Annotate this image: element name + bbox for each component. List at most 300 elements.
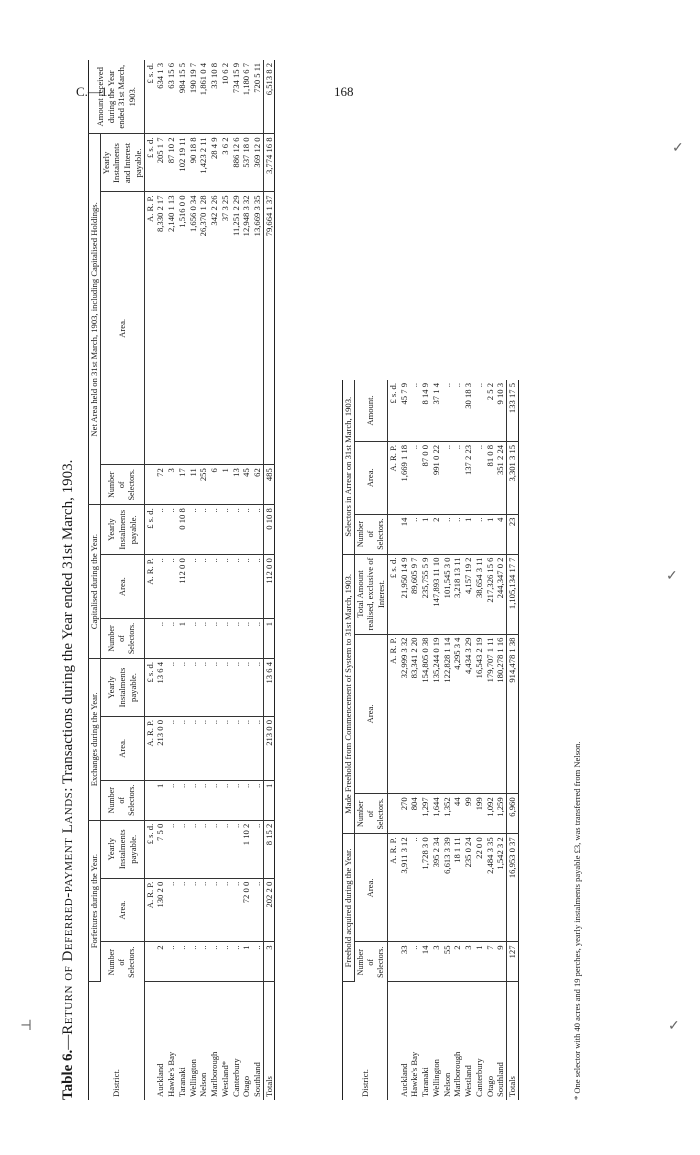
table-row <box>231 60 242 1100</box>
value-cell: 21,950 14 9 <box>399 554 410 634</box>
col-header: Number of Selectors. <box>100 780 144 820</box>
district-cell: Westland <box>463 1065 474 1097</box>
scan-mark: ⊣ <box>20 1019 33 1034</box>
value-cell: .. <box>252 619 263 659</box>
table-row <box>485 380 496 1100</box>
value-cell: .. <box>166 619 177 659</box>
page-reference: C.—1. <box>76 84 111 99</box>
col-header: Area. <box>100 717 144 781</box>
value-cell: 87 10 2 <box>166 134 177 192</box>
district-cell: Westland* <box>219 1060 230 1097</box>
value-cell: .. <box>166 942 177 982</box>
district-cell: Totals <box>263 982 275 1100</box>
value-cell: .. <box>474 514 485 554</box>
col-header: Area. <box>100 878 144 942</box>
col-header: Yearly Instalments payable. <box>100 659 144 717</box>
value-cell: .. <box>409 834 420 942</box>
value-cell: .. <box>231 820 242 878</box>
value-cell: 2 <box>431 514 442 554</box>
value-cell: 72 <box>155 465 166 505</box>
district-cell: Taranaki <box>176 1067 187 1097</box>
value-cell: .. <box>220 717 231 781</box>
value-cell: 6 <box>209 465 220 505</box>
value-cell: .. <box>252 717 263 781</box>
value-cell: .. <box>474 380 485 441</box>
col-header: Total Amount realised, exclusive of Interest. <box>354 554 387 634</box>
value-cell: 99 <box>463 794 474 834</box>
unit-label: A. R. P. <box>144 878 155 942</box>
amount-cell: 10 6 2 <box>220 60 231 134</box>
value-cell: .. <box>198 505 209 555</box>
table-row <box>452 380 463 1100</box>
table-row <box>399 380 410 1100</box>
district-cell: Auckland <box>398 1063 409 1097</box>
value-cell: 2 5 2 <box>485 380 496 441</box>
value-cell: 4,434 3 29 <box>463 634 474 794</box>
amount-cell: 734 15 9 <box>231 60 242 134</box>
table-row <box>220 60 231 1100</box>
unit-label: A. R. P. <box>144 717 155 781</box>
group-header: Amount received during the Year ended 31st March, 1903. <box>89 60 145 134</box>
value-cell: 537 18 0 <box>241 134 252 192</box>
value-cell: 1,644 <box>431 794 442 834</box>
value-cell: .. <box>188 717 199 781</box>
value-cell: .. <box>452 441 463 514</box>
value-cell: 14 <box>420 942 431 982</box>
value-cell: 13 <box>231 465 242 505</box>
value-cell: 2,484 3 35 <box>485 834 496 942</box>
value-cell: 23 <box>507 514 519 554</box>
value-cell: .. <box>188 505 199 555</box>
table-row <box>420 380 431 1100</box>
value-cell: 11,251 2 29 <box>231 192 242 465</box>
value-cell: 3 <box>263 942 275 982</box>
value-cell: 1 <box>263 780 275 820</box>
value-cell: .. <box>177 942 188 982</box>
value-cell: 101,545 3 0 <box>442 554 453 634</box>
value-cell: 1,297 <box>420 794 431 834</box>
value-cell: .. <box>188 780 199 820</box>
value-cell: .. <box>252 505 263 555</box>
rotated-page-content <box>60 60 620 1100</box>
district-cell: Taranaki <box>420 1067 431 1097</box>
district-cell: Wellington <box>187 1059 198 1097</box>
district-cell: Nelson <box>441 1072 452 1097</box>
value-cell: 28 4 9 <box>209 134 220 192</box>
value-cell: 45 7 9 <box>399 380 410 441</box>
value-cell: 202 2 0 <box>263 878 275 942</box>
value-cell: 112 0 0 <box>263 555 275 619</box>
value-cell: 213 0 0 <box>263 717 275 781</box>
amount-cell: 634 1 3 <box>155 60 166 134</box>
value-cell: .. <box>241 659 252 717</box>
value-cell: 13 6 4 <box>263 659 275 717</box>
table-row <box>177 60 188 1100</box>
group-header: Made Freehold from Commencement of System to 31st March, 1903. <box>343 554 355 834</box>
amount-cell: 984 15 5 <box>177 60 188 134</box>
table-row <box>431 380 442 1100</box>
value-cell: .. <box>177 820 188 878</box>
value-cell: .. <box>209 555 220 619</box>
table-number: Table 6. <box>60 1049 76 1100</box>
value-cell: 122,828 1 14 <box>442 634 453 794</box>
value-cell: 270 <box>399 794 410 834</box>
value-cell: 351 2 24 <box>495 441 506 514</box>
page-number: 168 <box>334 84 354 99</box>
value-cell: 1 <box>420 514 431 554</box>
value-cell: 17 <box>177 465 188 505</box>
value-cell: 213 0 0 <box>155 717 166 781</box>
value-cell: 3 <box>463 942 474 982</box>
value-cell: .. <box>252 820 263 878</box>
value-cell: .. <box>231 717 242 781</box>
table-row <box>209 60 220 1100</box>
value-cell: 81 0 8 <box>485 441 496 514</box>
value-cell: 1,092 <box>485 794 496 834</box>
value-cell: .. <box>452 514 463 554</box>
value-cell: 2,140 1 13 <box>166 192 177 465</box>
value-cell: .. <box>177 717 188 781</box>
table-body <box>399 380 519 1100</box>
value-cell: .. <box>177 659 188 717</box>
footnote: * One selector with 40 acres and 19 perches, yearly instalments payable £3, was transferred from Nelson. <box>572 741 582 1100</box>
col-header: Area. <box>354 441 387 514</box>
value-cell: .. <box>241 555 252 619</box>
value-cell: .. <box>155 555 166 619</box>
value-cell: 4,295 3 4 <box>452 634 463 794</box>
value-cell: .. <box>198 780 209 820</box>
value-cell: 4,157 19 2 <box>463 554 474 634</box>
value-cell: .. <box>198 619 209 659</box>
value-cell: .. <box>220 820 231 878</box>
col-header: Yearly Instalments and Interest payable. <box>100 134 144 192</box>
value-cell: 1,542 3 2 <box>495 834 506 942</box>
group-header: Exchanges during the Year. <box>89 659 101 821</box>
value-cell: .. <box>188 659 199 717</box>
value-cell: .. <box>231 878 242 942</box>
district-cell: Southland <box>252 1062 263 1097</box>
value-cell: .. <box>220 878 231 942</box>
freehold-arrears-table <box>342 380 519 1100</box>
unit-label: £ s. d. <box>144 505 155 555</box>
value-cell: 244,347 0 2 <box>495 554 506 634</box>
totals-row <box>507 380 519 1100</box>
value-cell: .. <box>209 717 220 781</box>
value-cell: .. <box>198 555 209 619</box>
value-cell: 1 <box>155 780 166 820</box>
scan-mark: ✓ <box>668 1019 680 1034</box>
value-cell: 886 12 6 <box>231 134 242 192</box>
value-cell: .. <box>231 942 242 982</box>
value-cell: .. <box>209 820 220 878</box>
col-header: Number of Selectors. <box>100 942 144 982</box>
district-cell: Canterbury <box>230 1058 241 1097</box>
district-header: District. <box>343 982 388 1100</box>
value-cell: .. <box>177 780 188 820</box>
value-cell: 11 <box>188 465 199 505</box>
value-cell: .. <box>241 780 252 820</box>
value-cell: 369 12 0 <box>252 134 263 192</box>
district-cell: Otago <box>241 1075 252 1097</box>
scan-mark: ✓ <box>672 141 684 156</box>
value-cell: .. <box>166 659 177 717</box>
value-cell: .. <box>220 659 231 717</box>
value-cell: 6,613 3 39 <box>442 834 453 942</box>
district-cell: Canterbury <box>473 1058 484 1097</box>
value-cell: 130 2 0 <box>155 878 166 942</box>
table-title <box>60 60 77 1100</box>
value-cell: 3,301 3 15 <box>507 441 519 514</box>
value-cell: 6,960 <box>507 794 519 834</box>
value-cell: .. <box>220 505 231 555</box>
table-row <box>474 380 485 1100</box>
value-cell: 1,728 3 0 <box>420 834 431 942</box>
col-header: Yearly Instalments payable. <box>100 505 144 555</box>
value-cell: 3,911 3 12 <box>399 834 410 942</box>
value-cell: .. <box>409 514 420 554</box>
value-cell: 133 17 5 <box>507 380 519 441</box>
value-cell: 235,755 5 9 <box>420 554 431 634</box>
value-cell: 90 18 8 <box>188 134 199 192</box>
value-cell: 1,105,134 17 7 <box>507 554 519 634</box>
value-cell: 4 <box>495 514 506 554</box>
district-cell: Hawke's Bay <box>166 1051 177 1097</box>
unit-label: A. R. P. <box>387 634 398 794</box>
value-cell: 180,278 1 16 <box>495 634 506 794</box>
value-cell: 1 <box>220 465 231 505</box>
col-header: Number of Selectors. <box>354 514 387 554</box>
value-cell: .. <box>209 659 220 717</box>
group-header: Forfeitures during the Year. <box>89 820 101 982</box>
value-cell: .. <box>209 505 220 555</box>
forfeitures-exchanges-table <box>88 60 275 1100</box>
value-cell: 16,543 2 19 <box>474 634 485 794</box>
value-cell: .. <box>166 505 177 555</box>
value-cell: 16,953 0 37 <box>507 834 519 942</box>
value-cell: .. <box>198 942 209 982</box>
value-cell: 485 <box>263 465 275 505</box>
value-cell: .. <box>198 717 209 781</box>
title-rest: : Transactions during the Year ended 31st March, 1903. <box>60 459 76 792</box>
value-cell: .. <box>241 717 252 781</box>
value-cell: .. <box>155 505 166 555</box>
value-cell: 26,370 1 28 <box>198 192 209 465</box>
value-cell: 8 15 2 <box>263 820 275 878</box>
value-cell: 147,893 11 10 <box>431 554 442 634</box>
value-cell: .. <box>209 780 220 820</box>
value-cell: .. <box>442 380 453 441</box>
value-cell: 9 10 3 <box>495 380 506 441</box>
value-cell: .. <box>442 441 453 514</box>
value-cell: .. <box>188 942 199 982</box>
unit-label: £ s. d. <box>387 554 398 634</box>
scan-mark: ✓ <box>666 569 678 584</box>
unit-label: £ s. d. <box>144 659 155 717</box>
amount-cell: 1,861 0 4 <box>198 60 209 134</box>
value-cell: 0 10 8 <box>263 505 275 555</box>
value-cell: 55 <box>442 942 453 982</box>
amount-cell: 63 15 6 <box>166 60 177 134</box>
value-cell: .. <box>409 942 420 982</box>
table-row <box>155 60 166 1100</box>
value-cell: .. <box>231 555 242 619</box>
value-cell: .. <box>188 619 199 659</box>
value-cell: 1 10 2 <box>241 820 252 878</box>
value-cell: 8 14 9 <box>420 380 431 441</box>
district-cell: Nelson <box>198 1072 209 1097</box>
value-cell: .. <box>252 659 263 717</box>
value-cell: .. <box>252 780 263 820</box>
value-cell: .. <box>474 441 485 514</box>
value-cell: 112 0 0 <box>177 555 188 619</box>
value-cell: 3 <box>166 465 177 505</box>
value-cell: 45 <box>241 465 252 505</box>
unit-label: A. R. P. <box>144 192 155 465</box>
value-cell: .. <box>241 619 252 659</box>
value-cell: 37 1 4 <box>431 380 442 441</box>
value-cell: 1,423 2 11 <box>198 134 209 192</box>
value-cell: .. <box>241 505 252 555</box>
value-cell: 44 <box>452 794 463 834</box>
amount-cell: 1,180 6 7 <box>241 60 252 134</box>
table-row <box>252 60 263 1100</box>
table-row <box>166 60 177 1100</box>
value-cell: 79,664 1 37 <box>263 192 275 465</box>
value-cell: 72 0 0 <box>241 878 252 942</box>
value-cell: 33 <box>399 942 410 982</box>
value-cell: 395 2 34 <box>431 834 442 942</box>
value-cell: 18 1 11 <box>452 834 463 942</box>
col-header: Area. <box>354 634 387 794</box>
value-cell: 137 2 23 <box>463 441 474 514</box>
value-cell: .. <box>231 505 242 555</box>
value-cell: 9 <box>495 942 506 982</box>
district-cell: Otago <box>484 1075 495 1097</box>
value-cell: 87 0 0 <box>420 441 431 514</box>
value-cell: .. <box>188 878 199 942</box>
value-cell: .. <box>220 555 231 619</box>
value-cell: .. <box>452 380 463 441</box>
unit-label: £ s. d. <box>144 820 155 878</box>
value-cell: 135,244 0 19 <box>431 634 442 794</box>
value-cell: 1,669 1 18 <box>399 441 410 514</box>
col-header: Amount. <box>354 380 387 441</box>
value-cell: 8,330 2 17 <box>155 192 166 465</box>
district-cell: Hawke's Bay <box>409 1051 420 1097</box>
value-cell: .. <box>177 878 188 942</box>
value-cell: .. <box>442 514 453 554</box>
value-cell: .. <box>252 555 263 619</box>
unit-label: £ s. d. <box>144 60 155 134</box>
table-row <box>188 60 199 1100</box>
district-cell: Marlborough <box>209 1051 220 1097</box>
value-cell: .. <box>198 820 209 878</box>
value-cell: .. <box>252 878 263 942</box>
col-header: Number of Selectors. <box>100 619 144 659</box>
title-smallcaps: Return of Deferred-payment Lands <box>60 791 76 1035</box>
value-cell: 217,326 15 6 <box>485 554 496 634</box>
value-cell: 37 3 25 <box>220 192 231 465</box>
amount-cell: 190 19 7 <box>188 60 199 134</box>
unit-label: A. R. P. <box>144 555 155 619</box>
value-cell: 1,516 0 0 <box>177 192 188 465</box>
value-cell: 13 6 4 <box>155 659 166 717</box>
value-cell: .. <box>198 878 209 942</box>
group-header: Capitalised during the Year. <box>89 505 101 659</box>
district-cell: Southland <box>495 1062 506 1097</box>
value-cell: 14 <box>399 514 410 554</box>
value-cell: .. <box>409 441 420 514</box>
value-cell: .. <box>231 659 242 717</box>
unit-label: A. R. P. <box>387 834 398 942</box>
value-cell: .. <box>166 878 177 942</box>
value-cell: 7 5 0 <box>155 820 166 878</box>
value-cell: .. <box>166 780 177 820</box>
col-header: Yearly Instalments payable. <box>100 820 144 878</box>
group-header: Selectors in Arrear on 31st March, 1903. <box>343 380 355 554</box>
district-cell: Wellington <box>430 1059 441 1097</box>
value-cell: 1 <box>177 619 188 659</box>
table-row <box>442 380 453 1100</box>
table-row <box>409 380 420 1100</box>
col-header: Area. <box>100 555 144 619</box>
table-row <box>463 380 474 1100</box>
value-cell: 1 <box>474 942 485 982</box>
col-header: Number of Selectors. <box>354 794 387 834</box>
table-row <box>198 60 209 1100</box>
col-header: Area. <box>100 192 144 465</box>
group-header: Net Area held on 31st March, 1903, including Capitalised Holdings. <box>89 134 101 505</box>
col-header: Number of Selectors. <box>100 465 144 505</box>
value-cell: 1 <box>241 942 252 982</box>
value-cell: 804 <box>409 794 420 834</box>
value-cell: 991 0 22 <box>431 441 442 514</box>
value-cell: 62 <box>252 465 263 505</box>
district-cell: Auckland <box>155 1063 166 1097</box>
value-cell: 3,218 13 11 <box>452 554 463 634</box>
value-cell: 38,654 3 11 <box>474 554 485 634</box>
value-cell: 22 0 0 <box>474 834 485 942</box>
value-cell: 7 <box>485 942 496 982</box>
value-cell: 3 <box>431 942 442 982</box>
value-cell: 13,669 3 35 <box>252 192 263 465</box>
district-cell: Totals <box>507 982 519 1100</box>
amount-cell: 6,513 8 2 <box>263 60 275 134</box>
value-cell: 127 <box>507 942 519 982</box>
value-cell: 179,707 1 11 <box>485 634 496 794</box>
totals-row <box>263 60 275 1100</box>
value-cell: 199 <box>474 794 485 834</box>
value-cell: 1 <box>485 514 496 554</box>
unit-label: £ s. d. <box>387 380 398 441</box>
value-cell: .. <box>252 942 263 982</box>
value-cell: 102 19 11 <box>177 134 188 192</box>
col-header: Number of Selectors. <box>354 942 387 982</box>
value-cell: .. <box>409 380 420 441</box>
table-row <box>495 380 506 1100</box>
value-cell: 3 6 2 <box>220 134 231 192</box>
value-cell: 205 1 7 <box>155 134 166 192</box>
value-cell: 30 18 3 <box>463 380 474 441</box>
value-cell: .. <box>166 717 177 781</box>
value-cell: 1,259 <box>495 794 506 834</box>
value-cell: .. <box>220 942 231 982</box>
value-cell: .. <box>231 619 242 659</box>
value-cell: 255 <box>198 465 209 505</box>
value-cell: .. <box>188 820 199 878</box>
value-cell: 1 <box>263 619 275 659</box>
value-cell: 3,774 16 8 <box>263 134 275 192</box>
